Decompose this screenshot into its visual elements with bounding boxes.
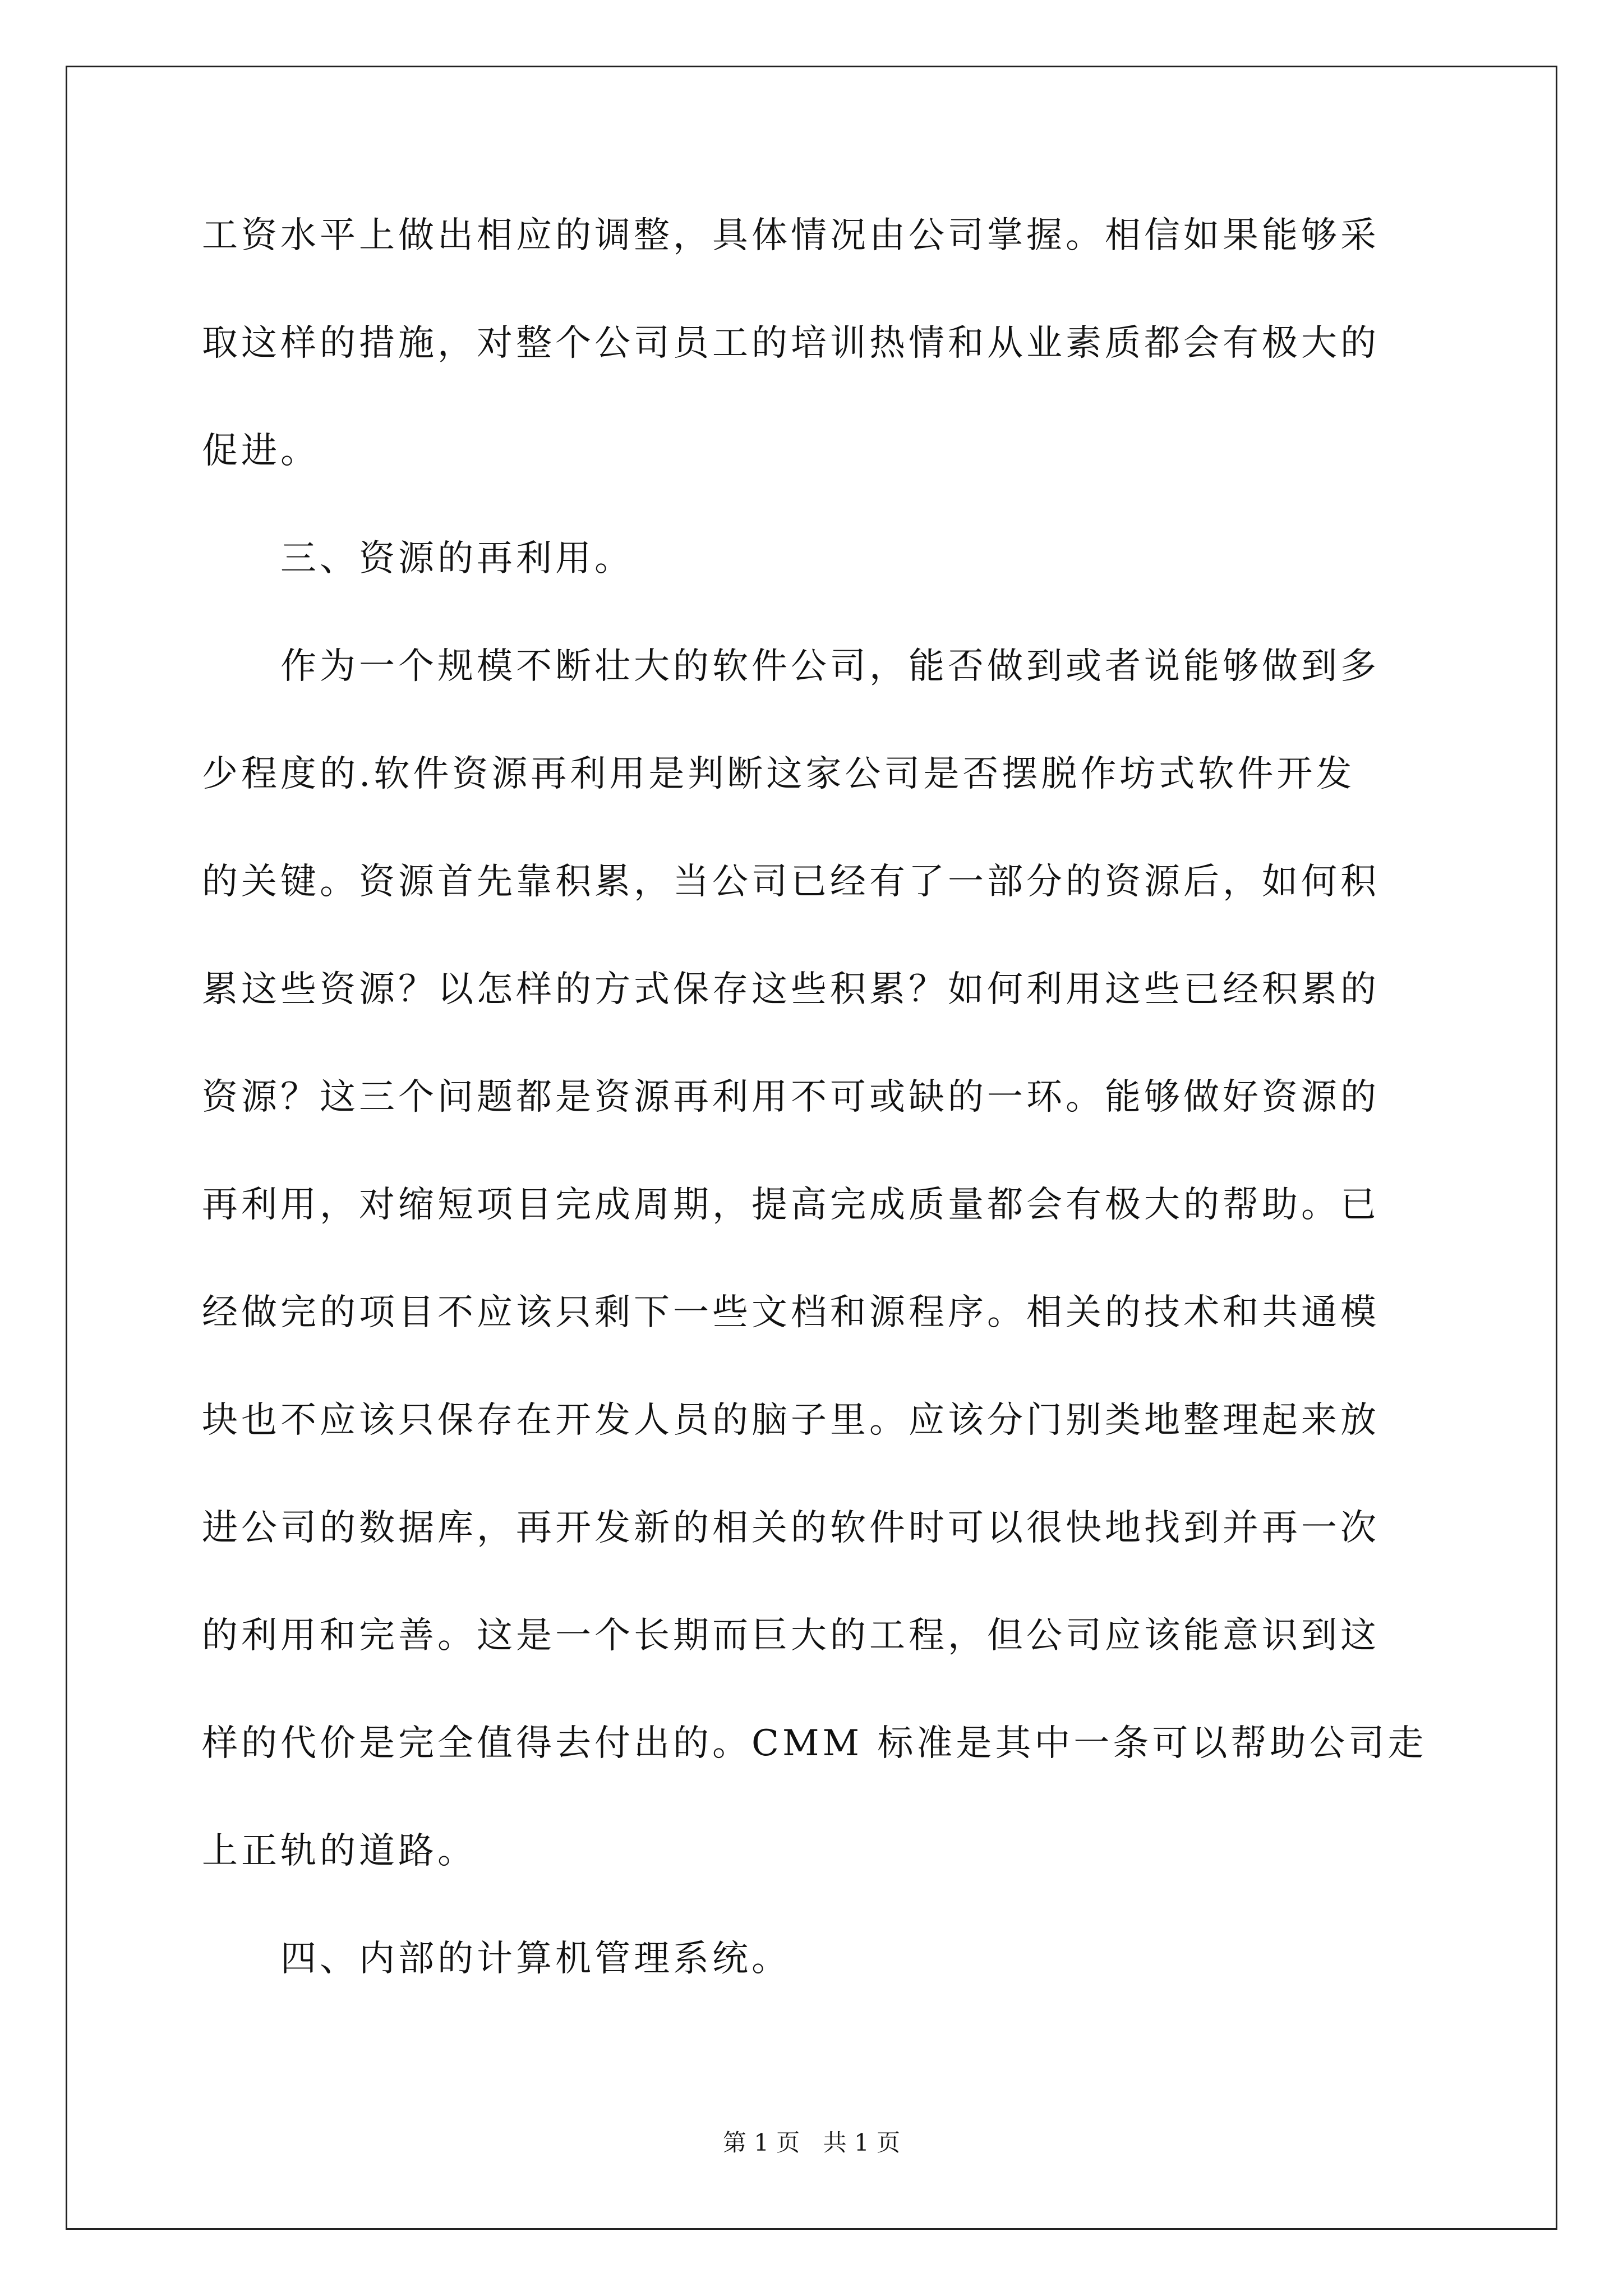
page-footer [0, 2126, 1623, 2160]
document-body [202, 209, 1427, 1986]
section-heading-3: 三、资源的再利用。 [202, 538, 634, 579]
text-line: 进公司的数据库，再开发新的相关的软件时可以很快地找到并再一次 [202, 1507, 1380, 1549]
text-line: 少程度的.软件资源再利用是判断这家公司是否摆脱作坊式软件开发 [202, 753, 1355, 795]
text-line: 取这样的措施，对整个公司员工的培训热情和从业素质都会有极大的 [202, 323, 1380, 364]
text-line: 资源？这三个问题都是资源再利用不可或缺的一环。能够做好资源的 [202, 1076, 1380, 1118]
text-line: 上正轨的道路。 [202, 1830, 477, 1872]
page-number-total: 共 1 页 [823, 2129, 901, 2156]
text-line: 促进。 [202, 430, 320, 472]
text-line: 累这些资源？以怎样的方式保存这些积累？如何利用这些已经积累的 [202, 969, 1380, 1010]
text-line: 样的代价是完全值得去付出的。CMM 标准是其中一条可以帮助公司走 [202, 1723, 1427, 1764]
text-line: 块也不应该只保存在开发人员的脑子里。应该分门别类地整理起来放 [202, 1400, 1380, 1441]
text-line: 的关键。资源首先靠积累，当公司已经有了一部分的资源后，如何积 [202, 861, 1380, 903]
text-line: 再利用，对缩短项目完成周期，提高完成质量都会有极大的帮助。已 [202, 1184, 1380, 1226]
text-line: 的利用和完善。这是一个长期而巨大的工程，但公司应该能意识到这 [202, 1615, 1380, 1657]
text-line: 工资水平上做出相应的调整，具体情况由公司掌握。相信如果能够采 [202, 215, 1380, 256]
page-number-current: 第 1 页 [722, 2129, 800, 2156]
text-line: 作为一个规模不断壮大的软件公司，能否做到或者说能够做到多 [202, 646, 1380, 687]
text-line: 经做完的项目不应该只剩下一些文档和源程序。相关的技术和共通模 [202, 1292, 1380, 1333]
section-heading-4: 四、内部的计算机管理系统。 [202, 1938, 791, 1980]
